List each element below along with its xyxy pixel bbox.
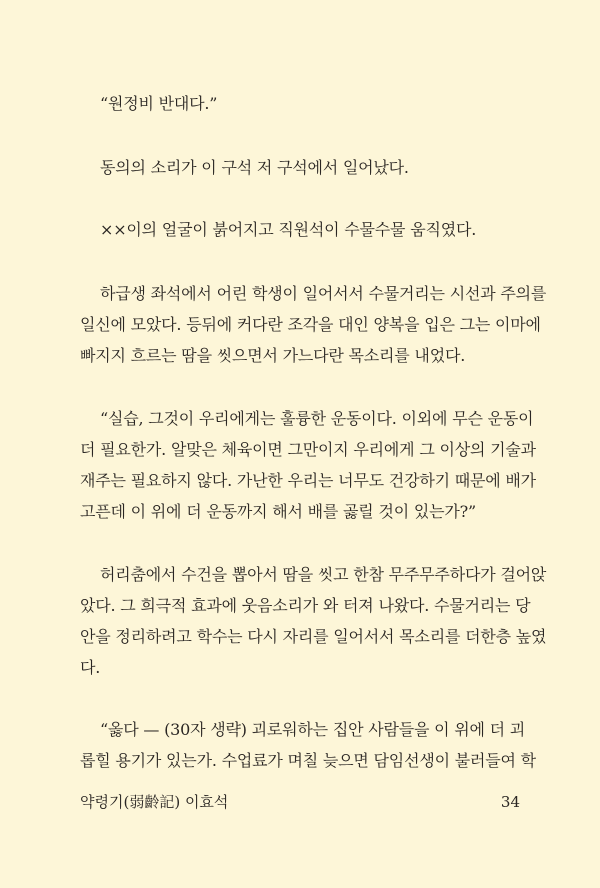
page-number: 34 xyxy=(500,793,520,811)
text-line: ××이의 얼굴이 붉어지고 직원석이 수물수물 움직였다. xyxy=(100,220,477,239)
text-line: 더 필요한가. 알맞은 체육이면 그만이지 우리에게 그 이상의 기술과 xyxy=(80,440,536,459)
text-line: 하급생 좌석에서 어린 학생이 일어서서 수물거리는 시선과 주의를 xyxy=(100,284,547,303)
text-line: 롭힐 용기가 있는가. 수업료가 며칠 늦으면 담임선생이 불러들여 학 xyxy=(80,751,536,770)
text-line: 고픈데 이 위에 더 운동까지 해서 배를 곯릴 것이 있는가?” xyxy=(80,502,476,521)
text-line: 안을 정리하려고 학수는 다시 자리를 일어서서 목소리를 더한층 높였 xyxy=(80,627,547,646)
text-line: 동의의 소리가 이 구석 저 구석에서 일어났다. xyxy=(100,158,409,177)
text-line: “실습, 그것이 우리에게는 훌륭한 운동이다. 이외에 무슨 운동이 xyxy=(100,409,534,428)
text-line: “옳다 — (30자 생략) 괴로워하는 집안 사람들을 이 위에 더 괴 xyxy=(100,720,526,739)
text-line: 허리춤에서 수건을 뽑아서 땀을 씻고 한참 무주무주하다가 걸어앉 xyxy=(100,565,547,584)
text-line: 다. xyxy=(80,658,101,677)
text-line: 빠지지 흐르는 땀을 씻으면서 가느다란 목소리를 내었다. xyxy=(80,346,466,365)
text-line: 일신에 모았다. 등뒤에 커다란 조각을 대인 양복을 입은 그는 이마에 xyxy=(80,315,541,334)
text-line: 았다. 그 희극적 효과에 웃음소리가 와 터져 나왔다. 수물거리는 당 xyxy=(80,596,531,615)
text-line: “원정비 반대다.” xyxy=(100,94,218,113)
book-title-footer: 약령기(弱齡記) 이효석 xyxy=(80,793,229,811)
text-line: 재주는 필요하지 않다. 가난한 우리는 너무도 건강하기 때문에 배가 xyxy=(80,471,536,490)
